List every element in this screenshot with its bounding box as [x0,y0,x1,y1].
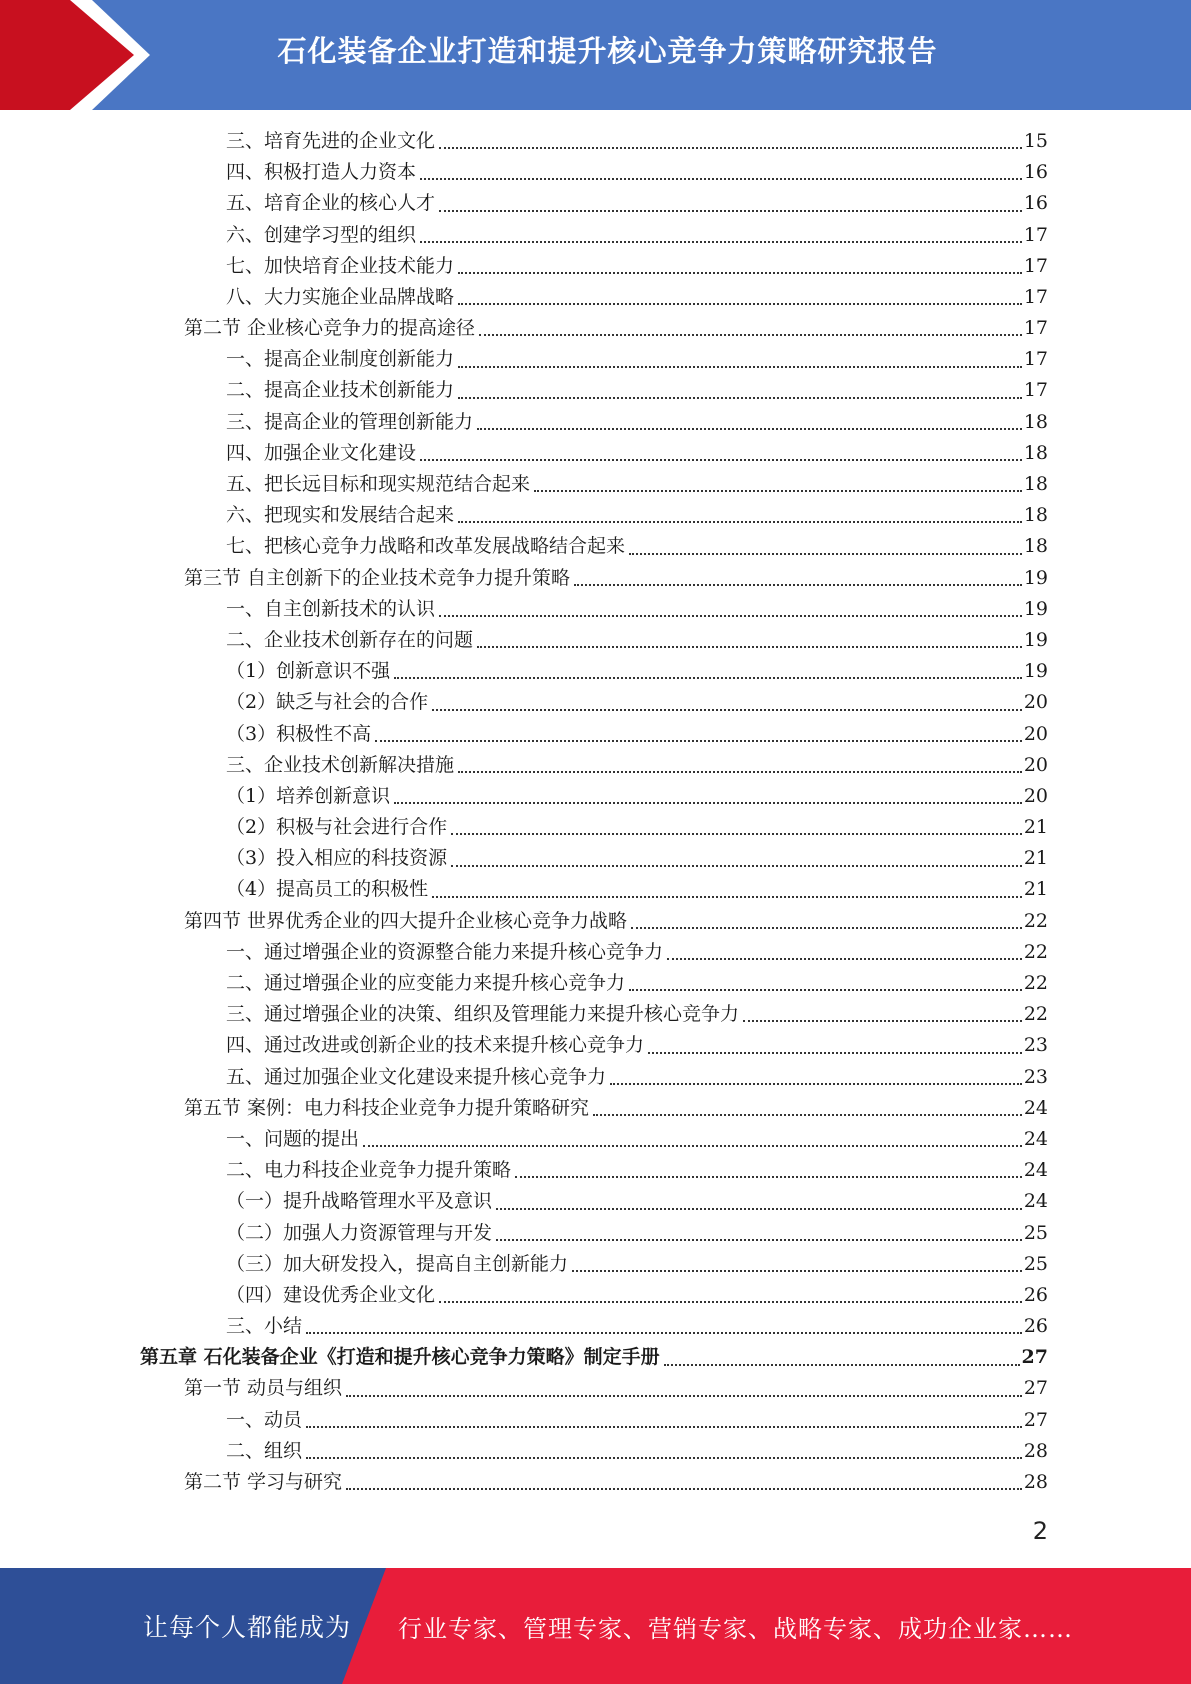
toc-entry[interactable] [140,282,1048,313]
toc-entry-title: 一、通过增强企业的资源整合能力来提升核心竞争力 [226,940,664,963]
toc-entry-title: 三、通过增强企业的决策、组织及管理能力来提升核心竞争力 [226,1003,740,1026]
toc-entry-page: 18 [1023,535,1048,558]
toc-entry[interactable] [140,1467,1048,1498]
table-of-contents [140,126,1048,1498]
toc-dot-leader [629,989,1022,991]
toc-entry-page: 20 [1023,722,1048,745]
toc-dot-leader [610,1083,1022,1085]
toc-entry[interactable] [140,1436,1048,1467]
toc-dot-leader [306,1457,1022,1459]
toc-entry-page: 27 [1023,1377,1048,1400]
toc-entry-title: 第二节 企业核心竞争力的提高途径 [184,317,476,340]
toc-entry[interactable] [140,1155,1048,1186]
toc-entry-title: 二、电力科技企业竞争力提升策略 [226,1159,512,1182]
toc-dot-leader [458,397,1022,399]
toc-entry-title: 七、加快培育企业技术能力 [226,254,455,277]
toc-entry[interactable] [140,1218,1048,1249]
toc-entry-page: 21 [1023,878,1048,901]
toc-entry-page: 20 [1023,691,1048,714]
toc-entry-title: 一、自主创新技术的认识 [226,597,436,620]
toc-entry-title: 六、创建学习型的组织 [226,223,417,246]
page-footer [0,1568,1191,1684]
page-number: 2 [1032,1517,1048,1545]
toc-entry-title: 八、大力实施企业品牌战略 [226,285,455,308]
toc-entry-page: 22 [1023,909,1048,932]
toc-dot-leader [477,646,1022,648]
toc-entry[interactable] [140,937,1048,968]
toc-entry-title: 一、问题的提出 [226,1127,360,1150]
toc-dot-leader [394,677,1022,679]
page-header [0,0,1191,110]
toc-dot-leader [432,709,1022,711]
toc-entry-title: 三、企业技术创新解决措施 [226,753,455,776]
toc-entry-title: （4）提高员工的积极性 [226,878,429,901]
toc-entry-page: 15 [1023,129,1048,152]
toc-dot-leader [432,896,1022,898]
toc-entry-title: 四、积极打造人力资本 [226,161,417,184]
toc-entry[interactable] [140,563,1048,594]
toc-entry[interactable] [140,500,1048,531]
toc-entry[interactable] [140,1186,1048,1217]
toc-dot-leader [420,241,1022,243]
toc-dot-leader [451,833,1022,835]
toc-entry-page: 20 [1023,784,1048,807]
toc-dot-leader [346,1488,1022,1490]
toc-entry-title: 三、培育先进的企业文化 [226,129,436,152]
toc-entry-page: 24 [1023,1096,1048,1119]
toc-entry[interactable] [140,1374,1048,1405]
toc-entry[interactable] [140,1311,1048,1342]
toc-entry-page: 28 [1023,1439,1048,1462]
toc-dot-leader [648,1052,1022,1054]
toc-entry-title: 一、提高企业制度创新能力 [226,348,455,371]
toc-dot-leader [515,1176,1022,1178]
toc-dot-leader [451,865,1022,867]
toc-entry[interactable] [140,126,1048,157]
toc-entry[interactable] [140,438,1048,469]
toc-entry-title: （1）创新意识不强 [226,660,391,683]
toc-entry-title: 第二节 学习与研究 [184,1471,343,1494]
toc-entry-page: 25 [1023,1252,1048,1275]
toc-entry-page: 25 [1023,1221,1048,1244]
toc-entry[interactable] [140,1405,1048,1436]
toc-dot-leader [394,802,1022,804]
toc-entry-page: 17 [1023,348,1048,371]
toc-entry-title: 二、企业技术创新存在的问题 [226,628,474,651]
toc-entry-page: 28 [1023,1471,1048,1494]
toc-entry[interactable] [140,843,1048,874]
toc-entry-title: 三、提高企业的管理创新能力 [226,410,474,433]
toc-entry-title: （3）积极性不高 [226,722,372,745]
toc-entry-page: 17 [1023,317,1048,340]
toc-entry[interactable] [140,251,1048,282]
toc-entry[interactable] [140,719,1048,750]
toc-entry-page: 19 [1023,660,1048,683]
toc-dot-leader [420,178,1022,180]
toc-entry-page: 17 [1023,223,1048,246]
toc-entry-title: 五、培育企业的核心人才 [226,192,436,215]
toc-dot-leader [346,1395,1022,1397]
toc-entry-title: （2）缺乏与社会的合作 [226,691,429,714]
toc-dot-leader [534,490,1022,492]
toc-entry-page: 26 [1023,1283,1048,1306]
toc-dot-leader [743,1020,1022,1022]
toc-dot-leader [439,147,1022,149]
toc-dot-leader [667,958,1022,960]
toc-entry[interactable] [140,687,1048,718]
toc-entry-page: 20 [1023,753,1048,776]
toc-entry-title: 三、小结 [226,1315,303,1338]
toc-dot-leader [477,428,1022,430]
toc-entry[interactable] [140,781,1048,812]
toc-entry[interactable] [140,594,1048,625]
toc-entry[interactable] [140,875,1048,906]
toc-entry-title: 第三节 自主创新下的企业技术竞争力提升策略 [184,566,571,589]
toc-entry-title: （1）培养创新意识 [226,784,391,807]
toc-dot-leader [572,1270,1022,1272]
toc-entry-title: 四、通过改进或创新企业的技术来提升核心竞争力 [226,1034,645,1057]
toc-entry-page: 23 [1023,1065,1048,1088]
toc-dot-leader [629,553,1022,555]
toc-dot-leader [306,1426,1022,1428]
toc-dot-leader [439,210,1022,212]
toc-dot-leader [375,740,1022,742]
toc-entry-page: 26 [1023,1315,1048,1338]
toc-entry[interactable] [140,999,1048,1030]
toc-entry-page: 24 [1023,1127,1048,1150]
toc-dot-leader [420,459,1022,461]
toc-dot-leader [363,1145,1022,1147]
toc-entry-page: 16 [1023,161,1048,184]
toc-entry[interactable] [140,1093,1048,1124]
toc-entry-title: 第四节 世界优秀企业的四大提升企业核心竞争力战略 [184,909,628,932]
toc-dot-leader [439,615,1022,617]
toc-entry-title: 二、通过增强企业的应变能力来提升核心竞争力 [226,972,626,995]
toc-dot-leader [664,1364,1020,1366]
toc-entry[interactable] [140,812,1048,843]
toc-entry-page: 27 [1023,1408,1048,1431]
toc-entry-title: 第五章 石化装备企业《打造和提升核心竞争力策略》制定手册 [140,1346,660,1369]
toc-entry[interactable] [140,656,1048,687]
toc-entry[interactable] [140,344,1048,375]
toc-entry-page: 16 [1023,192,1048,215]
toc-entry-page: 23 [1023,1034,1048,1057]
toc-entry-page: 22 [1023,940,1048,963]
toc-entry-title: （三）加大研发投入，提高自主创新能力 [226,1252,569,1275]
toc-entry-page: 24 [1023,1159,1048,1182]
toc-entry[interactable] [140,376,1048,407]
toc-entry-page: 17 [1023,379,1048,402]
toc-entry-page: 19 [1023,566,1048,589]
toc-entry-page: 18 [1023,410,1048,433]
toc-entry[interactable] [140,625,1048,656]
toc-dot-leader [496,1208,1022,1210]
toc-dot-leader [458,366,1022,368]
toc-entry[interactable] [140,469,1048,500]
toc-entry[interactable] [140,1030,1048,1061]
toc-entry-page: 17 [1023,285,1048,308]
toc-entry-title: 五、把长远目标和现实规范结合起来 [226,473,531,496]
toc-entry-title: （二）加强人力资源管理与开发 [226,1221,493,1244]
toc-dot-leader [458,303,1022,305]
toc-entry-page: 19 [1023,597,1048,620]
toc-entry-title: 一、动员 [226,1408,303,1431]
toc-entry[interactable] [140,157,1048,188]
toc-dot-leader [458,771,1022,773]
toc-entry-title: 二、提高企业技术创新能力 [226,379,455,402]
toc-dot-leader [439,1301,1022,1303]
toc-dot-leader [306,1332,1022,1334]
toc-dot-leader [458,272,1022,274]
toc-entry-page: 19 [1023,628,1048,651]
toc-entry-page: 24 [1023,1190,1048,1213]
toc-dot-leader [593,1114,1022,1116]
toc-entry-title: （3）投入相应的科技资源 [226,847,448,870]
toc-entry-page: 18 [1023,441,1048,464]
toc-entry-title: 七、把核心竞争力战略和改革发展战略结合起来 [226,535,626,558]
toc-entry-title: 五、通过加强企业文化建设来提升核心竞争力 [226,1065,607,1088]
toc-dot-leader [631,927,1022,929]
toc-entry-title: 二、组织 [226,1439,303,1462]
toc-entry[interactable] [140,220,1048,251]
toc-dot-leader [574,584,1022,586]
toc-entry[interactable] [140,1280,1048,1311]
toc-entry-page: 21 [1023,847,1048,870]
toc-entry[interactable] [140,1062,1048,1093]
toc-entry[interactable] [140,407,1048,438]
toc-entry[interactable] [140,531,1048,562]
document-title: 石化装备企业打造和提升核心竞争力策略研究报告 [277,33,938,68]
toc-entry-title: 第一节 动员与组织 [184,1377,343,1400]
toc-entry-page: 21 [1023,816,1048,839]
toc-entry[interactable] [140,188,1048,219]
toc-entry[interactable] [140,1124,1048,1155]
toc-entry-title: （四）建设优秀企业文化 [226,1283,436,1306]
toc-entry[interactable] [140,750,1048,781]
toc-entry-title: 六、把现实和发展结合起来 [226,504,455,527]
toc-entry-page: 22 [1023,1003,1048,1026]
toc-dot-leader [496,1239,1022,1241]
toc-entry-title: 四、加强企业文化建设 [226,441,417,464]
toc-entry-page: 22 [1023,972,1048,995]
toc-entry[interactable] [140,313,1048,344]
toc-entry[interactable] [140,1249,1048,1280]
toc-entry-page: 18 [1023,504,1048,527]
toc-entry[interactable] [140,906,1048,937]
footer-slogan-roles: 行业专家、管理专家、营销专家、战略专家、成功企业家…… [398,1614,1073,1643]
toc-entry-title: （一）提升战略管理水平及意识 [226,1190,493,1213]
toc-entry-title: （2）积极与社会进行合作 [226,816,448,839]
toc-entry-page: 17 [1023,254,1048,277]
toc-entry-page: 18 [1023,473,1048,496]
toc-entry[interactable] [140,1342,1048,1373]
toc-dot-leader [479,334,1022,336]
toc-entry-title: 第五节 案例：电力科技企业竞争力提升策略研究 [184,1096,590,1119]
toc-entry[interactable] [140,968,1048,999]
footer-slogan-lead: 让每个人都能成为 [143,1613,352,1642]
toc-dot-leader [458,521,1022,523]
toc-entry-page: 27 [1021,1346,1048,1369]
